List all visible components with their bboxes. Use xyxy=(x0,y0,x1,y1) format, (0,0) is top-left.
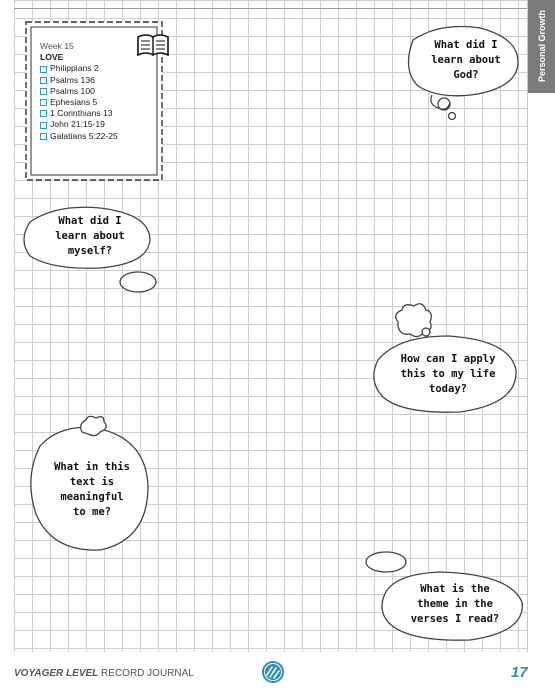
page-number: 17 xyxy=(511,664,528,681)
reading-item[interactable]: Psalms 136 xyxy=(40,75,118,86)
side-tab-label: Personal Growth xyxy=(536,9,547,83)
prompt-apply: How can I apply this to my life today? xyxy=(400,353,496,395)
reading-item[interactable]: Galatians 5:22-25 xyxy=(40,131,118,142)
checkbox[interactable] xyxy=(40,88,47,95)
bible-icon xyxy=(138,35,168,55)
footer-label: RECORD JOURNAL xyxy=(98,668,194,679)
checkbox[interactable] xyxy=(40,110,47,117)
checkbox[interactable] xyxy=(40,99,47,106)
checkbox[interactable] xyxy=(40,77,47,84)
prompt-theme: What is the theme in the verses I read? xyxy=(410,583,500,625)
checkbox[interactable] xyxy=(40,122,47,129)
footer-brand: VOYAGER LEVEL xyxy=(14,668,99,679)
footer-title xyxy=(14,668,194,679)
prompt-meaningful: What in this text is meaningful to me? xyxy=(54,461,130,518)
reading-item[interactable]: John 21:15-19 xyxy=(40,119,118,130)
reading-item[interactable]: 1 Corinthians 13 xyxy=(40,108,118,119)
reading-item[interactable]: Ephesians 5 xyxy=(40,97,118,108)
week-topic: LOVE xyxy=(40,52,64,63)
prompt-god: What did I learn about God? xyxy=(431,39,501,81)
reading-item[interactable]: Philippians 2 xyxy=(40,63,118,74)
prompt-myself: What did I learn about myself? xyxy=(55,215,125,257)
week-label: Week 15 xyxy=(40,41,74,51)
reading-item[interactable]: Psalms 100 xyxy=(40,86,118,97)
logo-icon xyxy=(261,660,285,684)
checkbox[interactable] xyxy=(40,133,47,140)
checkbox[interactable] xyxy=(40,66,47,73)
week-card xyxy=(40,41,118,142)
